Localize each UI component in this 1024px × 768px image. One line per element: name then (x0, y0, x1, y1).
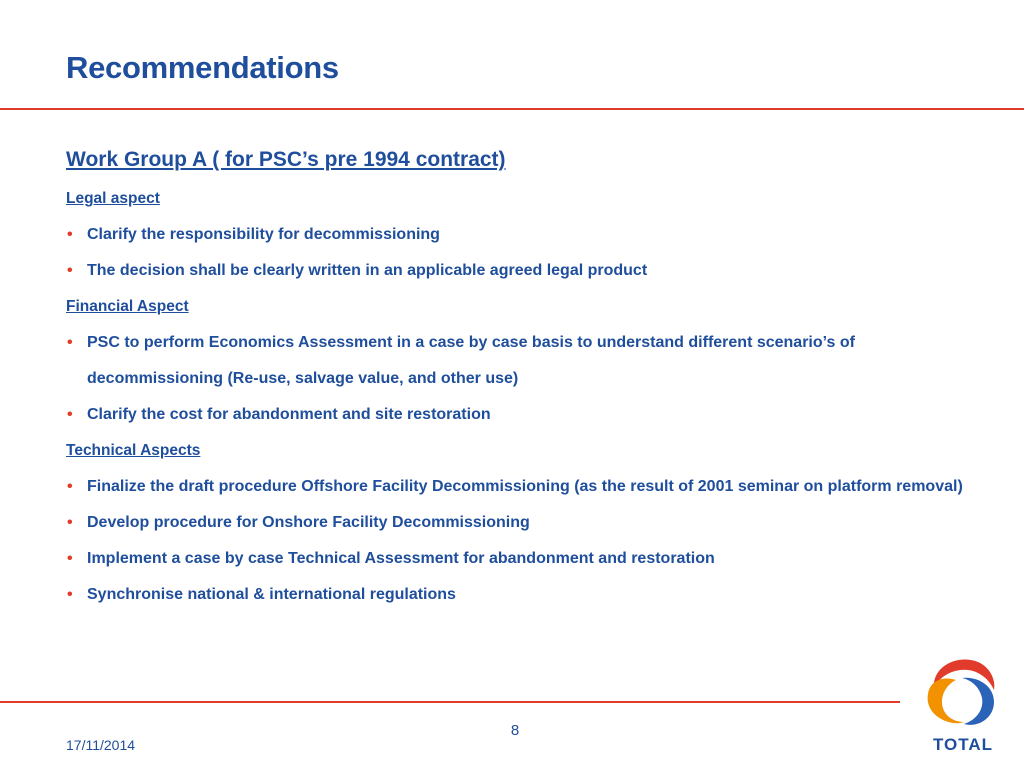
bullet-icon: • (67, 226, 73, 243)
legal-bullet-list (66, 217, 986, 289)
slide-content (66, 145, 986, 613)
bullet-text: Synchronise national & international regulations (87, 586, 456, 603)
bullet-text: PSC to perform Economics Assessment in a case by case basis to understand different scenario’s of decommissioning (Re-use, salvage value, and other use) (87, 334, 855, 387)
bullet-icon: • (67, 262, 73, 279)
bullet-icon: • (67, 514, 73, 531)
logo-center (952, 689, 974, 711)
bullet-icon: • (67, 334, 73, 351)
section-label-technical: Technical Aspects (66, 442, 201, 459)
bullet-icon: • (67, 478, 73, 495)
technical-bullet-list (66, 469, 986, 613)
bullet-icon: • (67, 406, 73, 423)
bullet-text: Develop procedure for Onshore Facility Decommissioning (87, 514, 530, 531)
list-item (66, 577, 986, 613)
bullet-text: Clarify the cost for abandonment and site restoration (87, 406, 491, 423)
page-number: 8 (510, 722, 520, 739)
list-item (66, 217, 986, 253)
bullet-text: Implement a case by case Technical Assessment for abandonment and restoration (87, 550, 715, 567)
bullet-text: Clarify the responsibility for decommissioning (87, 226, 440, 243)
section-label-legal: Legal aspect (66, 190, 160, 207)
list-item (66, 325, 986, 397)
bullet-text: Finalize the draft procedure Offshore Facility Decommissioning (as the result of 2001 seminar on platform removal) (87, 478, 963, 495)
list-item (66, 397, 986, 433)
list-item (66, 541, 986, 577)
footer-divider (0, 701, 900, 703)
total-logo (918, 650, 1008, 755)
list-item (66, 253, 986, 289)
list-item (66, 469, 986, 505)
logo-wordmark: TOTAL (932, 735, 994, 754)
slide-date: 17/11/2014 (66, 737, 136, 753)
bullet-icon: • (67, 550, 73, 567)
financial-bullet-list (66, 325, 986, 433)
list-item (66, 505, 986, 541)
section-label-financial: Financial Aspect (66, 298, 189, 315)
slide-title: Recommendations (66, 50, 339, 85)
work-group-heading: Work Group A ( for PSC’s pre 1994 contract) (66, 148, 506, 171)
title-divider (0, 108, 1024, 110)
bullet-icon: • (67, 586, 73, 603)
bullet-text: The decision shall be clearly written in an applicable agreed legal product (87, 262, 648, 279)
